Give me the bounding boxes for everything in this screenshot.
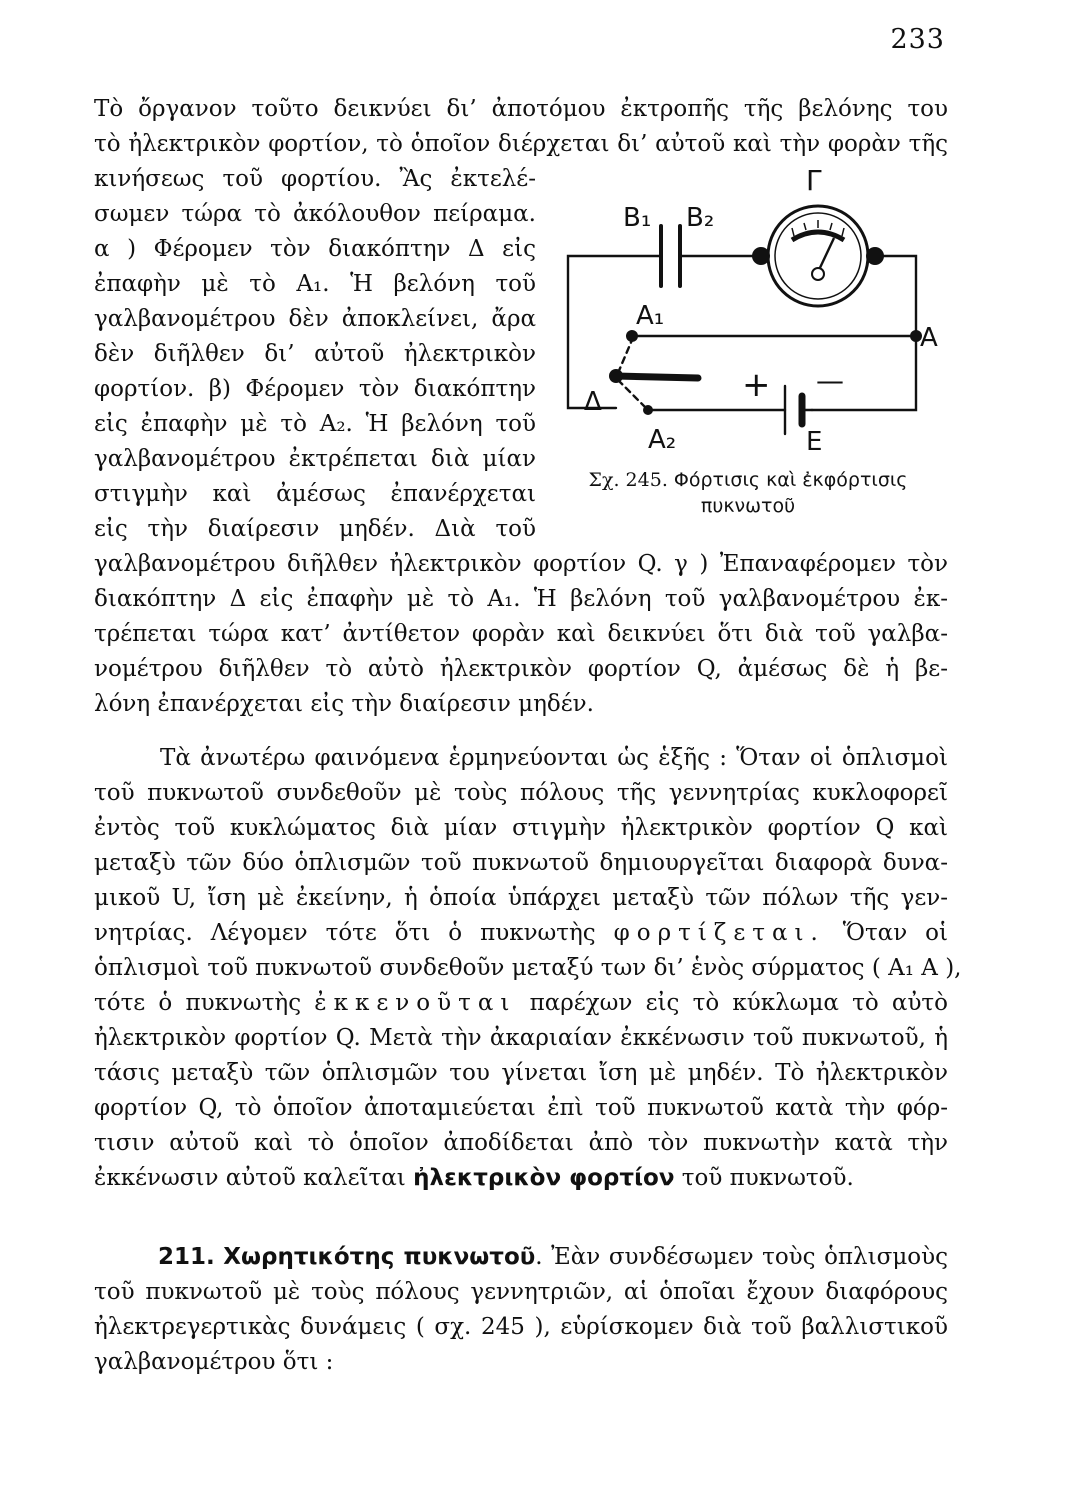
text-line: εἰς τὴν διαίρεσιν μηδέν. Διὰ τοῦ (94, 516, 536, 542)
caption-title-line2: πυκνωτοῦ (700, 495, 796, 517)
label-a1: A₁ (636, 301, 665, 331)
spaced-term-charges: φορτίζεται. (613, 920, 825, 946)
text-line: ὁπλισμοὶ τοῦ πυκνωτοῦ συνδεθοῦν μεταξύ των δι’ ἑνὸς σύρματος ( Α₁ Α ), (94, 955, 962, 981)
text-segment: παρέχων εἰς τὸ κύκλωμα τὸ αὐτὸ (516, 990, 948, 1016)
text-segment: . Ἐὰν συνδέσωμεν τοὺς ὁπλισμοὺς (535, 1244, 948, 1270)
text-line: Τὰ ἀνωτέρω φαινόμενα ἑρμηνεύονται ὡς ἑξῆς : Ὅταν οἱ ὁπλισμοὶ (160, 745, 948, 771)
text-line: γαλβανομέτρου ἐκτρέπεται διὰ μίαν (94, 446, 536, 472)
text-line: τρέπεται τώρα κατ’ ἀντίθετον φορὰν καὶ δεικνύει ὅτι διὰ τοῦ γαλβα- (94, 621, 948, 647)
label-b1: B₁ (623, 203, 652, 233)
text-line: εἰς ἐπαφὴν μὲ τὸ Α₂. Ἡ βελόνη τοῦ (94, 411, 536, 437)
label-a2: A₂ (648, 425, 677, 455)
text-line: διακόπτην Δ εἰς ἐπαφὴν μὲ τὸ Α₁. Ἡ βελόνη τοῦ γαλβανομέτρου ἐκ- (94, 586, 948, 612)
text-line: τισιν αὐτοῦ καὶ τὸ ὁποῖον ἀποδίδεται ἀπὸ τὸν πυκνωτὴν κατὰ τὴν (94, 1130, 948, 1156)
label-battery: E (806, 427, 823, 457)
label-switch: Δ (584, 387, 602, 417)
text-line: λόνη ἐπανέρχεται εἰς τὴν διαίρεσιν μηδέν. (94, 691, 594, 717)
text-line: Τὸ ὄργανον τοῦτο δεικνύει δι’ ἀποτόμου ἐκτροπῆς τῆς βελόνης του (94, 96, 948, 122)
text-line: τοῦ πυκνωτοῦ συνδεθοῦν μὲ τοὺς πόλους τῆς γεννητρίας κυκλοφορεῖ (94, 780, 948, 806)
text-line: τάσις μεταξὺ τῶν ὁπλισμῶν του γίνεται ἴση μὲ μηδέν. Τὸ ἠλεκτρικὸν (94, 1060, 948, 1086)
text-line (94, 1161, 854, 1195)
text-segment: ἐκκένωσιν αὐτοῦ καλεῖται (94, 1165, 414, 1191)
text-segment: τοῦ πυκνωτοῦ. (674, 1165, 854, 1191)
bold-term: ἠλεκτρικὸν φορτίον (413, 1165, 675, 1191)
text-line: φορτίον Q, τὸ ὁποῖον ἀποταμιεύεται ἐπὶ τοῦ πυκνωτοῦ κατὰ τὴν φόρ- (94, 1095, 948, 1121)
page-number: 233 (890, 24, 945, 55)
figure-caption (548, 467, 948, 519)
text-line: μεταξὺ τῶν δύο ὁπλισμῶν τοῦ πυκνωτοῦ δημιουργεῖται διαφορὰ δυνα- (94, 850, 948, 876)
text-line: γαλβανομέτρου ὅτι : (94, 1349, 334, 1375)
label-a: A (920, 323, 938, 353)
text-line: ἐπαφὴν μὲ τὸ Α₁. Ἡ βελόνη τοῦ (94, 271, 536, 297)
switch-path-a1 (618, 340, 632, 373)
text-line: γαλβανομέτρου δὲν ἀποκλείνει, ἄρα (94, 306, 536, 332)
caption-title: Φόρτισις καὶ ἐκφόρτισις (673, 469, 908, 491)
text-line: ἐντὸς τοῦ κυκλώματος διὰ μίαν στιγμὴν ἠλεκτρικὸν φορτίον Q καὶ (94, 815, 948, 841)
wire-right (875, 256, 916, 336)
galvanometer (752, 206, 884, 306)
text-line: γαλβανομέτρου διῆλθεν ἠλεκτρικὸν φορτίον Q. γ ) Ἐπαναφέρομεν τὸν (94, 551, 948, 577)
text-line: κινήσεως τοῦ φορτίου. Ἂς ἐκτελέ- (94, 166, 536, 192)
text-segment: Ὅταν οἱ (824, 920, 948, 946)
text-line: νομέτρου διῆλθεν τὸ αὐτὸ ἠλεκτρικὸν φορτίον Q, ἀμέσως δὲ ἡ βε- (94, 656, 948, 682)
text-line: δὲν διῆλθεν δι’ αὐτοῦ ἠλεκτρικὸν (94, 341, 536, 367)
label-plus: + (742, 365, 771, 405)
text-line: τὸ ἠλεκτρικὸν φορτίον, τὸ ὁποῖον διέρχεται δι’ αὐτοῦ καὶ τὴν φορὰν τῆς (94, 131, 948, 157)
text-line: φορτίον. β) Φέρομεν τὸν διακόπτην (94, 376, 536, 402)
label-galvanometer: Γ (806, 168, 822, 197)
section-title: Χωρητικότης πυκνωτοῦ (223, 1244, 536, 1270)
text-segment: νητρίας. Λέγομεν τότε ὅτι ὁ πυκνωτὴς (94, 920, 614, 946)
label-minus: — (816, 364, 844, 397)
text-line: τοῦ πυκνωτοῦ μὲ τοὺς πόλους γεννητριῶν, αἱ ὁποῖαι ἔχουν διαφόρους (94, 1279, 948, 1305)
text-segment: τότε ὁ πυκνωτὴς (94, 990, 315, 1016)
terminal-a1 (626, 330, 638, 342)
switch-path-a2 (618, 380, 648, 410)
terminal-a2 (643, 405, 653, 415)
text-line: στιγμὴν καὶ ἀμέσως ἐπανέρχεται (94, 481, 536, 507)
text-line: ἠλεκτρικὸν φορτίον Q. Μετὰ τὴν ἀκαριαίαν ἐκκένωσιν τοῦ πυκνωτοῦ, ἡ (94, 1025, 948, 1051)
switch-pivot (609, 369, 623, 383)
text-line: α ) Φέρομεν τὸν διακόπτην Δ εἰς (94, 236, 536, 262)
spaced-term-discharges: ἐκκενοῦται (314, 990, 517, 1016)
section-heading-line (158, 1240, 948, 1274)
text-line (94, 986, 948, 1020)
section-number: 211. (158, 1244, 215, 1270)
label-b2: B₂ (686, 203, 715, 233)
text-line: σωμεν τώρα τὸ ἀκόλουθον πείραμα. (94, 201, 536, 227)
text-line (94, 916, 948, 950)
wire-left (568, 256, 661, 408)
text-line: ἠλεκτρεγερτικὰς δυνάμεις ( σχ. 245 ), εὑρίσκομεν διὰ τοῦ βαλλιστικοῦ (94, 1314, 948, 1340)
caption-label: Σχ. 245. (588, 469, 668, 491)
text-line: μικοῦ U, ἴση μὲ ἐκείνην, ἡ ὁποία ὑπάρχει μεταξὺ τῶν πόλων τῆς γεν- (94, 885, 948, 911)
switch-lever (616, 376, 698, 378)
